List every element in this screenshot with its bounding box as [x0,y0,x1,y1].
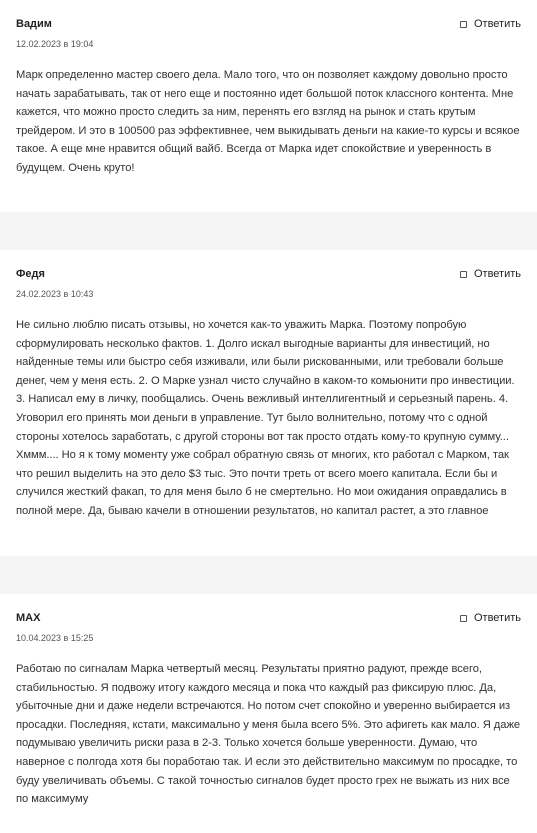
comment-divider [0,556,537,594]
reply-icon [460,21,467,28]
comment [0,594,537,833]
reply-button[interactable] [460,267,521,281]
reply-label: Ответить [473,18,521,30]
comment-text: Работаю по сигналам Марка четвертый месяц. Результаты приятно радуют, прежде всего, стабильностью. Я подвожу итогу каждого месяца и пока что каждый раз фиксирую плюс. Да, убыточные дни и даже недели встречаются. Но потом счет спокойно и уверенно выбирается из просадки. Последняя, кстати, максимально у меня была всего 5%. Это афигеть как мало. Я даже подумываю увеличить риски раза в 2-3. Только хочется больше уверенности. Думаю, что наверное с полгода хотя бы поработаю так. И если это действительно максимум по просадке, то буду увеличивать объемы. С такой точностью сигналов будет просто грех не выжать из них все по максимуму [16,663,521,806]
comment-meta [16,17,93,50]
reply-icon [460,271,467,278]
reply-button[interactable] [460,611,521,625]
comment-text: Марк определенно мастер своего дела. Мало того, что он позволяет каждому довольно просто начать зарабатывать, так от него еще и постоянно идет большой поток классного контента. Мне кажется, что можно просто следить за ним, перенять его взгляд на рынок и стать крутым трейдером. И это в 100500 раз эффективнее, чем выкидывать деньги на какие-то курсы и всякое такое. А еще мне нравится общий вайб. Всегда от Марка идет спокойствие и уверенность в будущем. Очень круто! [16,69,520,174]
comment-author: MAX [16,612,41,624]
comment [0,250,537,556]
reply-icon [460,615,467,622]
comment-header [16,594,521,644]
reply-label: Ответить [473,612,521,624]
comment-date: 24.02.2023 в 10:43 [16,289,94,299]
comment-date: 10.04.2023 в 15:25 [16,633,94,643]
comment-author: Федя [16,268,45,280]
reply-button[interactable] [460,17,521,31]
comment [0,0,537,212]
comment-meta [16,611,93,644]
comment-author: Вадим [16,18,52,30]
comment-date: 12.02.2023 в 19:04 [16,39,94,49]
comment-header [16,250,521,300]
comment-text: Не сильно люблю писать отзывы, но хочется как-то уважить Марка. Поэтому попробую сформулировать несколько фактов. 1. Долго искал выгодные варианты для инвестиций, но найденные темы или быстро себя изживали, или были рискованными, или требовали больше денег, чем у меня есть. 2. О Марке узнал чисто случайно в каком-то комьюнити про инвестиции. 3. Написал ему в личку, пообщались. Очень вежливый интеллигентный и серьезный парень. 4. Уговорил его принять мои деньги в управление. Тут было волнительно, потому что с одной стороны хотелось заработать, с другой стороны вот так просто отдать кому-то крупную сумму... Хммм.... Но я к тому моменту уже собрал обратную связь от многих, кто работал с Марком, так что решил выделить на это дело $3 тыс. Это почти треть от всего моего капитала. Если бы и случился жесткий факап, то для меня было б не смертельно. Но мои ожидания оправдались в полной мере. Да, бываю качели в отношении результатов, но капитал растет, а это главное [16,319,515,517]
comment-divider [0,212,537,250]
comment-meta [16,267,93,300]
comment-header [16,0,521,50]
reply-label: Ответить [473,268,521,280]
